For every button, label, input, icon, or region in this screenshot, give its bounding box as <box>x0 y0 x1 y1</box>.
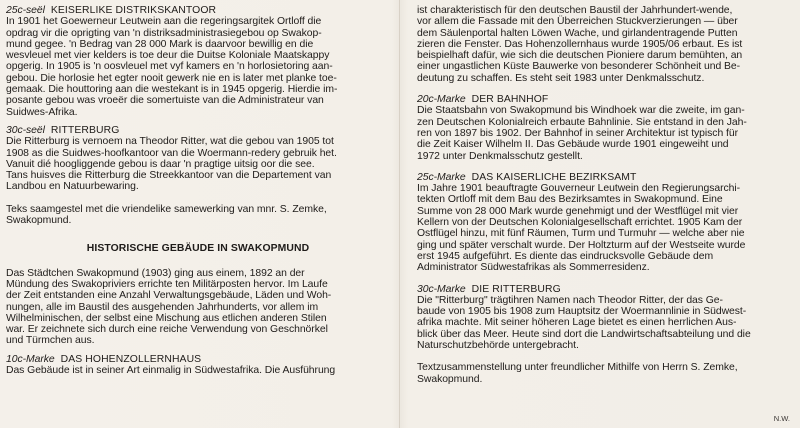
stamp-denomination: 25c-Marke <box>417 171 466 183</box>
section-title: DER BAHNHOF <box>471 94 549 106</box>
text-line: einer ungastlichen Küste Bauwerke von besonderer Schönheit und Be- <box>417 61 741 73</box>
text-line: Die Ritterburg is vernoem na Theodor Ritter, wat die gebou van 1905 tot <box>6 136 334 148</box>
center-fold <box>399 0 400 428</box>
section-ritterburg-de <box>417 284 793 352</box>
text-line: blick über das Meer. Heute sind dort die Landwirtschaftsabteilung und die <box>417 328 751 340</box>
text-line: beispielhaft dafür, wie sich die deutschen Pioniere darum bemühten, an <box>417 50 743 62</box>
left-column <box>6 5 390 376</box>
text-line: erst 1945 aufgeführt. Es diente das eindrucksvolle Gebäude dem <box>417 250 714 262</box>
section-bahnhof <box>417 94 793 162</box>
section-heading <box>417 172 793 183</box>
section-bezirksamt <box>417 172 793 274</box>
text-line: Das Gebäude ist in seiner Art einmalig in Südwestafrika. Die Ausführung <box>6 365 336 377</box>
text-line: tekten Ortloff mit dem Bau des Bezirksamtes in Swakopmund. Eine <box>417 194 723 206</box>
text-line: Das Städtchen Swakopmund (1903) ging aus einem, 1892 an der <box>6 267 305 279</box>
text-line: Wilhelminischen, der selbst eine Mischung aus etlichen anderen Stilen <box>6 312 327 324</box>
text-line: Textzusammenstellung unter freundlicher Mithilfe von Herrn S. Zemke, <box>417 362 738 374</box>
section-heading <box>6 125 390 136</box>
section-distrikskantoor <box>6 5 390 118</box>
section-title: DAS HOHENZOLLERNHAUS <box>60 353 202 365</box>
section-heading <box>417 284 793 295</box>
text-line: Ostflügel hinzu, mit fünf Räumen, Turm und Turmuhr — welche aber nie <box>417 228 745 240</box>
intro-de <box>6 268 390 347</box>
text-line: Administrator Südwestafrikas als Sommerresidenz. <box>417 262 650 274</box>
text-line: Im Jahre 1901 beauftragte Gouverneur Leutwein den Regierungsarchi- <box>417 183 741 195</box>
credit-de <box>417 362 793 385</box>
text-line: ging und später verschalt wurde. Der Holtzturm auf der Westseite wurde <box>417 239 746 251</box>
text-line: und Türmchen aus. <box>6 335 95 347</box>
stamp-denomination: 10c-Marke <box>6 353 55 365</box>
right-column <box>417 5 793 385</box>
section-hohenzollernhaus <box>6 354 390 377</box>
text-line: baude von 1905 bis 1908 zum Hauptsitz der Woermannlinie in Südwest- <box>417 306 747 318</box>
section-title: RITTERBURG <box>50 124 120 136</box>
text-line: Die "Ritterburg" trägtihren Namen nach Theodor Ritter, der das Ge- <box>417 294 723 306</box>
text-line: Naturschutzbehörde untergebracht. <box>417 340 579 352</box>
text-line: mund gegee. 'n Bedrag van 28 000 Mark is daarvoor bewillig en die <box>6 38 314 50</box>
text-line: Swakopmund. <box>6 215 72 227</box>
text-line: opgerig. In 1905 is 'n oosvleuel met vyf kamers en 'n horlosietoring aan- <box>6 61 333 73</box>
stamp-denomination: 30c-Marke <box>417 283 466 295</box>
text-line: die Zeit Kaiser Wilhelm II. Das Gebäude wurde 1901 eingeweiht und <box>417 139 729 151</box>
text-line: opdrag vir die oprigting van 'n distriksadministrasiegebou op Swakop- <box>6 27 322 39</box>
text-line: zieren die Fenster. Das Hohenzollernhaus wurde 1905/06 erbaut. Es ist <box>417 38 743 50</box>
text-line: nungen, alle im Baustil des ausgehenden Jahrhunderts, vor allem im <box>6 301 319 313</box>
text-line: Suidwes-Afrika. <box>6 106 78 118</box>
designer-initials: N.W. <box>773 414 790 423</box>
hohenzollern-continued <box>417 5 793 84</box>
text-line: 1972 unter Denkmalsschutz gestellt. <box>417 150 583 162</box>
text-line: deutung zu schaffen. Es steht seit 1983 unter Denkmalsschutz. <box>417 72 705 84</box>
text-line: afrika machte. Mit seiner höheren Lage bietet es einen herrlichen Aus- <box>417 317 737 329</box>
text-line: gebou. Die horlosie het egter nooit gewerk nie en is later met planke toe- <box>6 72 337 84</box>
text-line: ren von 1897 bis 1902. Der Bahnhof in seiner Architektur ist typisch für <box>417 127 738 139</box>
text-line: Summe von 28 000 Mark wurde genehmigt und der Westflügel mit vier <box>417 205 739 217</box>
section-title: DAS KAISERLICHE BEZIRKSAMT <box>471 171 637 183</box>
section-heading <box>417 94 793 105</box>
text-line: vor allem die Fassade mit den Überreichen Stuckverzierungen — über <box>417 16 738 28</box>
stamp-denomination: 20c-Marke <box>417 94 466 106</box>
credit-af <box>6 204 390 227</box>
text-line: der Zeit entstanden eine Anzahl Verwaltungsgebäude, Läden und Woh- <box>6 290 332 302</box>
text-line: wesvleuel met vier kelders is toe deur die Duitse Koloniale Maatskappy <box>6 50 330 62</box>
text-line: Kellern von der Deutschen Kolonialgesellschaft errichtet. 1905 Kam der <box>417 217 743 229</box>
main-heading: HISTORISCHE GEBÄUDE IN SWAKOPMUND <box>86 243 310 255</box>
text-line: Tans huisves die Ritterburg die Streekkantoor van die Departement van <box>6 170 332 182</box>
stamp-denomination: 30c-seël <box>6 124 45 136</box>
text-line: ist charakteristisch für den deutschen Baustil der Jahrhundert-wende, <box>417 5 733 16</box>
text-line: war. Er zeichnete sich durch eine reiche Verwendung von Geschnörkel <box>6 324 328 336</box>
section-heading <box>6 5 390 16</box>
stamp-denomination: 25c-seël <box>6 5 45 16</box>
text-line: Mündung des Swakopriviers errichte ten Militärposten hervor. Im Laufe <box>6 278 328 290</box>
text-line: Vanuit dié hoogliggende gebou is daar 'n pragtige uitsig oor die see. <box>6 158 315 170</box>
text-line: 1908 as die Suidwes-hoofkantoor van die Woermann-redery gebruik het. <box>6 147 337 159</box>
text-line: gemaak. Die houttoring aan die westekant is in 1945 opgerig. Hierdie im- <box>6 84 338 96</box>
text-line: In 1901 het Goewerneur Leutwein aan die regeringsargitek Ortloff die <box>6 16 322 28</box>
text-line: Die Staatsbahn von Swakopmund bis Windhoek war die zweite, im gan- <box>417 105 745 117</box>
text-line: Landbou en Natuurbewaring. <box>6 181 139 193</box>
section-ritterburg-af <box>6 125 390 193</box>
text-line: posante gebou was vroeër die somertuiste van die Administrateur van <box>6 95 324 107</box>
section-title: DIE RITTERBURG <box>471 283 561 295</box>
text-line: Teks saamgestel met die vriendelike samewerking van mnr. S. Zemke, <box>6 203 327 215</box>
text-line: Swakopmund. <box>417 373 483 385</box>
section-title: KEISERLIKE DISTRIKSKANTOOR <box>50 5 217 16</box>
section-heading <box>6 354 390 365</box>
text-line: dem Säulenportal halten Löwen Wache, und girlandentragende Putten <box>417 27 738 39</box>
text-line: zen Deutschen Kolonialreich erbaute Bahnlinie. Sie entstand in den Jah- <box>417 116 747 128</box>
